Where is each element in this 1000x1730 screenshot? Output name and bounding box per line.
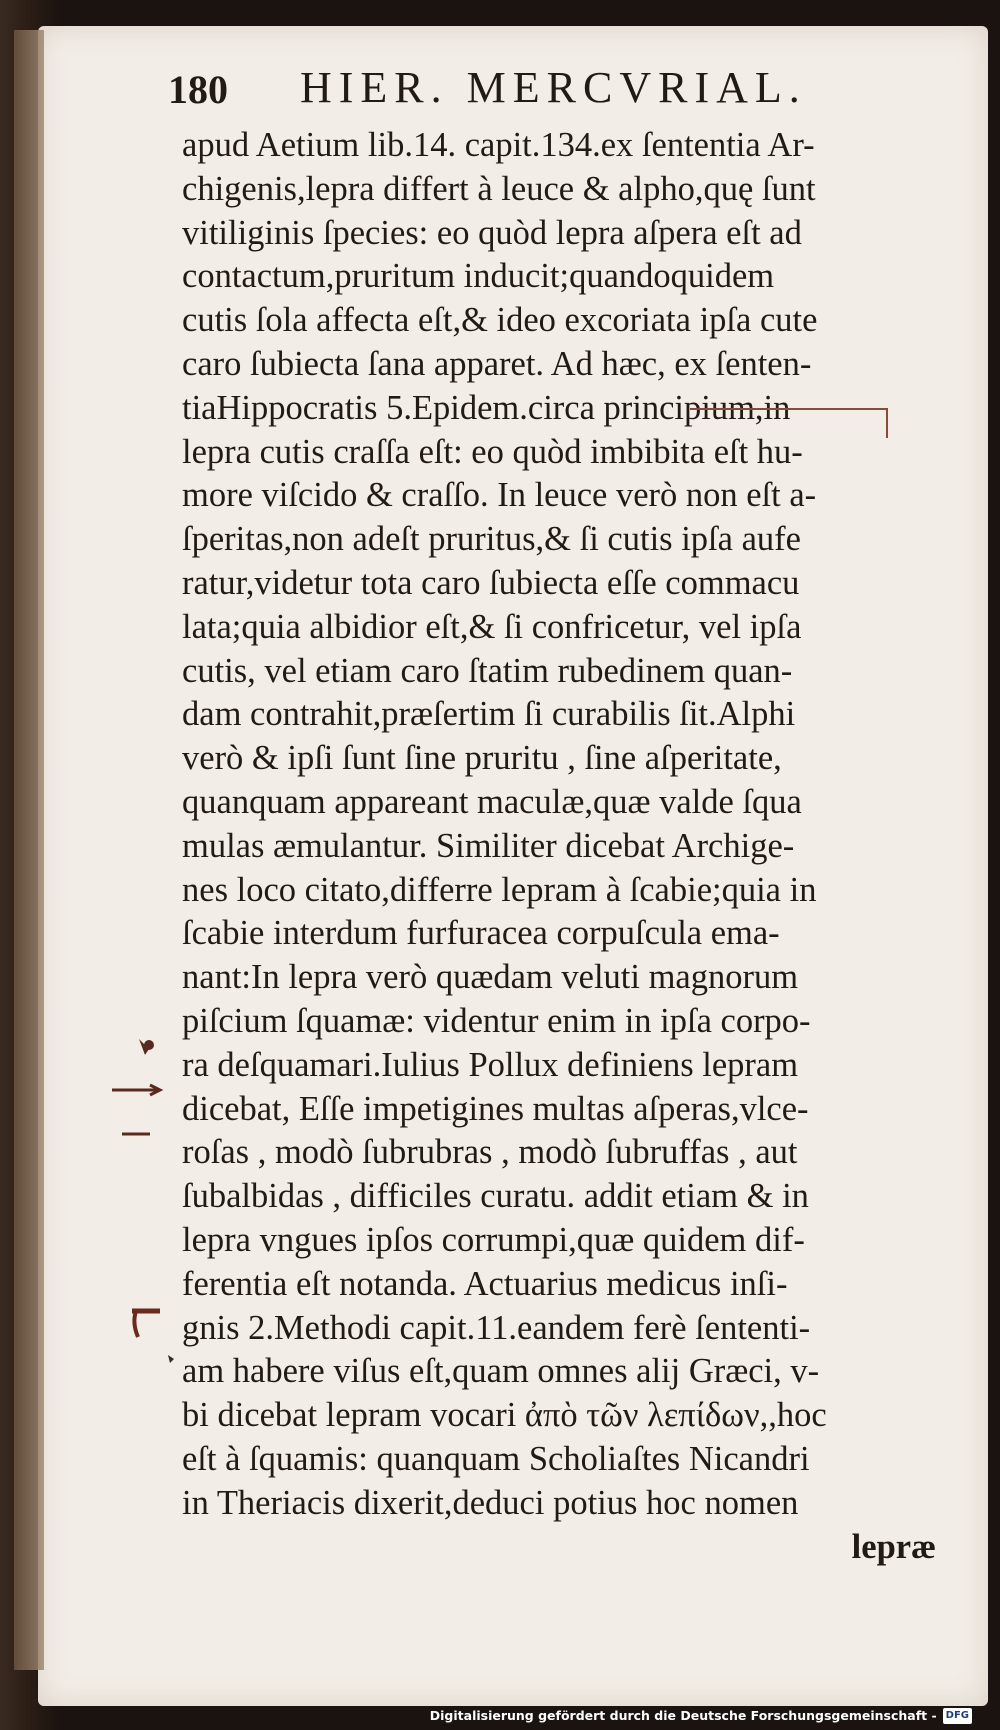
text-line: ratur,videtur tota caro ſubiecta eſſe commacu	[182, 563, 800, 602]
page-header	[168, 62, 948, 120]
text-line: am habere viſus eſt,quam omnes alij Græci, v-	[182, 1352, 820, 1391]
main-text-block	[182, 124, 942, 1569]
text-line: more viſcido & craſſo. In leuce verò non eſt a-	[182, 476, 817, 515]
text-line: nes loco citato,differre lepram à ſcabie;quia in	[182, 870, 817, 909]
text-line: ra deſquamari.Iulius Pollux definiens lepram	[182, 1045, 799, 1084]
text-line: dam contrahit,præſertim ſi curabilis ſit.Alphi	[182, 695, 796, 734]
text-line: chigenis,lepra differt à leuce & alpho,quę ſunt	[182, 169, 816, 208]
text-line: in Theriacis dixerit,deduci potius hoc nomen	[182, 1483, 799, 1522]
text-line: cutis, vel etiam caro ſtatim rubedinem quan-	[182, 651, 793, 690]
text-line: bi dicebat lepram vocari ἀπὸ τῶν λεπίδων,,hoc	[182, 1396, 827, 1435]
page-gutter-edge	[14, 30, 44, 1670]
pointer-dot-mark	[135, 1035, 157, 1059]
running-title: HIER. MERCVRIAL.	[300, 63, 807, 112]
text-line: ſcabie interdum furfuracea corpuſcula ema-	[182, 914, 780, 953]
hook-mark	[128, 1303, 168, 1341]
text-line: piſcium ſquamæ: videntur enim in ipſa corpo-	[182, 1001, 811, 1040]
dash-mark	[120, 1129, 154, 1139]
text-line: cutis ſola affecta eſt,& ideo excoriata ipſa cute	[182, 301, 818, 340]
page-number: 180	[168, 67, 228, 112]
text-line: nant:In lepra verò quædam veluti magnorum	[182, 958, 799, 997]
digitization-credit	[430, 1704, 972, 1728]
text-line: gnis 2.Methodi capit.11.eandem ferè ſententi-	[182, 1308, 811, 1347]
text-line: roſas , modò ſubrubras , modò ſubruffas , aut	[182, 1133, 798, 1172]
text-line: contactum,pruritum inducit;quandoquidem	[182, 257, 775, 296]
marginal-annotations	[40, 1035, 180, 1355]
credit-text: Digitalisierung gefördert durch die Deutsche Forschungsgemeinschaft -	[429, 1708, 937, 1723]
text-line: apud Aetium lib.14. capit.134.ex ſententia Ar-	[182, 126, 815, 164]
text-line: lepra vngues ipſos corrumpi,quæ quidem dif-	[182, 1220, 805, 1259]
text-line: dicebat, Eſſe impetigines multas aſperas,vlce-	[182, 1089, 809, 1128]
handwritten-underline-mark	[690, 408, 888, 438]
dfg-logo: DFG	[943, 1708, 972, 1724]
text-line: caro ſubiecta ſana apparet. Ad hæc, ex ſenten-	[182, 344, 812, 383]
text-line: lepra cutis craſſa eſt: eo quòd imbibita eſt hu-	[182, 432, 803, 471]
text-line: vitiliginis ſpecies: eo quòd lepra aſpera eſt ad	[182, 213, 802, 252]
text-line: lata;quia albidior eſt,& ſi confricetur, vel ipſa	[182, 607, 802, 646]
text-line: quanquam appareant maculæ,quæ valde ſqua	[182, 782, 802, 821]
text-line: ſubalbidas , difficiles curatu. addit etiam & in	[182, 1177, 809, 1216]
text-line: ferentia eſt notanda. Actuarius medicus inſi-	[182, 1264, 788, 1303]
text-line: ſperitas,non adeſt pruritus,& ſi cutis ipſa aufe	[182, 520, 801, 559]
arrow-mark	[110, 1083, 164, 1097]
catchword: lepræ	[851, 1527, 936, 1566]
text-line: verò & ipſi ſunt ſine pruritu , ſine aſperitate,	[182, 739, 782, 778]
small-dot-mark	[166, 1353, 176, 1365]
text-line: mulas æmulantur. Similiter dicebat Archige-	[182, 826, 795, 865]
text-line: eſt à ſquamis: quanquam Scholiaſtes Nicandri	[182, 1439, 810, 1478]
text-line: tiaHippocratis 5.Epidem.circa principium,in	[182, 388, 791, 427]
